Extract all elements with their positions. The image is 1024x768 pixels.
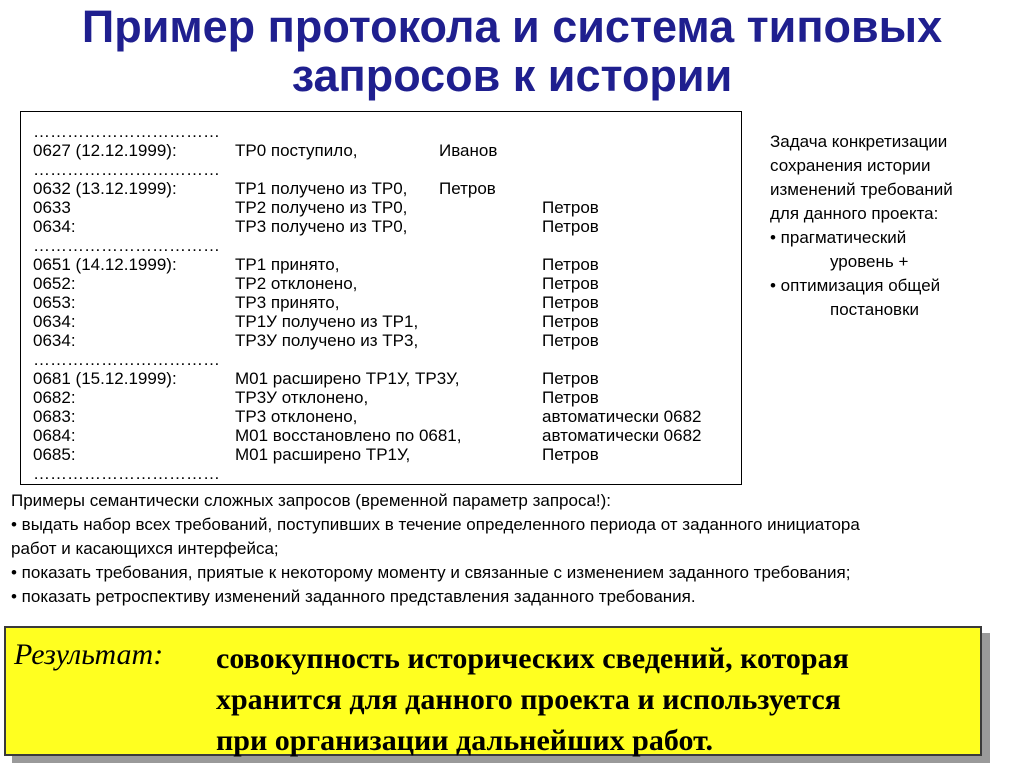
log-cell-c1: 0684: bbox=[33, 426, 76, 445]
page-title bbox=[0, 2, 1024, 100]
log-cell-c1: 0682: bbox=[33, 388, 76, 407]
log-cell-c1: …………………………… bbox=[33, 236, 220, 255]
log-cell-c2: ТР1У получено из ТР1, bbox=[235, 312, 419, 331]
log-cell-c3: Петров bbox=[439, 179, 496, 198]
log-cell-c2: М01 восстановлено по 0681, bbox=[235, 426, 462, 445]
log-cell-c1: …………………………… bbox=[33, 122, 220, 141]
protocol-log-box bbox=[20, 111, 742, 485]
result-line: совокупность исторических сведений, которая bbox=[216, 642, 849, 675]
log-cell-c1: 0652: bbox=[33, 274, 76, 293]
log-cell-c4: Петров bbox=[542, 388, 599, 407]
log-cell-c2: ТР3У отклонено, bbox=[235, 388, 369, 407]
log-cell-c1: …………………………… bbox=[33, 350, 220, 369]
examples-line: работ и касающихся интерфейса; bbox=[11, 539, 279, 558]
log-cell-c4: Петров bbox=[542, 445, 599, 464]
log-cell-c1: 0685: bbox=[33, 445, 76, 464]
log-cell-c1: …………………………… bbox=[33, 464, 220, 483]
log-cell-c1: 0653: bbox=[33, 293, 76, 312]
side-note-bullet: • прагматический bbox=[770, 228, 907, 247]
side-note-line: уровень + bbox=[830, 252, 909, 271]
log-cell-c1: 0681 (15.12.1999): bbox=[33, 369, 177, 388]
log-cell-c2: ТР2 отклонено, bbox=[235, 274, 358, 293]
log-cell-c1: 0632 (13.12.1999): bbox=[33, 179, 177, 198]
result-text bbox=[216, 638, 849, 761]
examples-line: • показать требования, приятые к некоторому моменту и связанные с изменением заданного требования; bbox=[11, 563, 851, 582]
log-cell-c2: ТР2 получено из ТР0, bbox=[235, 198, 408, 217]
log-cell-c2: ТР1 получено из ТР0, bbox=[235, 179, 408, 198]
log-cell-c1: 0627 (12.12.1999): bbox=[33, 141, 177, 160]
result-label: Результат: bbox=[14, 638, 164, 671]
log-cell-c3: Иванов bbox=[439, 141, 498, 160]
side-note-line: Задача конкретизации bbox=[770, 132, 948, 151]
side-note-bullet: • оптимизация общей bbox=[770, 276, 941, 295]
log-cell-c4: Петров bbox=[542, 312, 599, 331]
log-cell-c1: 0634: bbox=[33, 331, 76, 350]
result-line: хранится для данного проекта и используется bbox=[216, 683, 841, 716]
log-cell-c4: Петров bbox=[542, 198, 599, 217]
log-cell-c4: Петров bbox=[542, 255, 599, 274]
examples-line: • показать ретроспективу изменений заданного представления заданного требования. bbox=[11, 587, 696, 606]
side-note-line: для данного проекта: bbox=[770, 204, 939, 223]
side-note-line: сохранения истории bbox=[770, 156, 931, 175]
examples-line: • выдать набор всех требований, поступивших в течение определенного периода от заданного инициатора bbox=[11, 515, 860, 534]
log-cell-c4: автоматически 0682 bbox=[542, 426, 702, 445]
log-cell-c4: автоматически 0682 bbox=[542, 407, 702, 426]
log-cell-c2: ТР3 отклонено, bbox=[235, 407, 358, 426]
title-line-2: запросов к истории bbox=[291, 50, 733, 101]
examples-heading: Примеры семантически сложных запросов (временной параметр запроса!): bbox=[11, 491, 612, 510]
log-cell-c2: М01 расширено ТР1У, bbox=[235, 445, 411, 464]
log-cell-c4: Петров bbox=[542, 217, 599, 236]
log-cell-c4: Петров bbox=[542, 293, 599, 312]
log-cell-c1: 0634: bbox=[33, 217, 76, 236]
title-line-1: Пример протокола и система типовых bbox=[81, 1, 943, 52]
log-cell-c4: Петров bbox=[542, 274, 599, 293]
log-cell-c4: Петров bbox=[542, 331, 599, 350]
log-cell-c2: ТР0 поступило, bbox=[235, 141, 358, 160]
side-note-line: изменений требований bbox=[770, 180, 953, 199]
log-cell-c1: 0683: bbox=[33, 407, 76, 426]
side-note bbox=[770, 130, 1020, 322]
log-cell-c2: М01 расширено ТР1У, ТР3У, bbox=[235, 369, 460, 388]
log-cell-c2: ТР1 принято, bbox=[235, 255, 340, 274]
log-cell-c1: 0633 bbox=[33, 198, 71, 217]
log-cell-c1: 0634: bbox=[33, 312, 76, 331]
log-cell-c2: ТР3У получено из ТР3, bbox=[235, 331, 419, 350]
log-cell-c2: ТР3 получено из ТР0, bbox=[235, 217, 408, 236]
log-cell-c1: 0651 (14.12.1999): bbox=[33, 255, 177, 274]
result-line: при организации дальнейших работ. bbox=[216, 724, 714, 757]
result-box bbox=[4, 626, 982, 756]
side-note-line: постановки bbox=[830, 300, 920, 319]
log-cell-c2: ТР3 принято, bbox=[235, 293, 340, 312]
query-examples bbox=[11, 489, 1016, 609]
log-cell-c1: …………………………… bbox=[33, 160, 220, 179]
log-cell-c4: Петров bbox=[542, 369, 599, 388]
